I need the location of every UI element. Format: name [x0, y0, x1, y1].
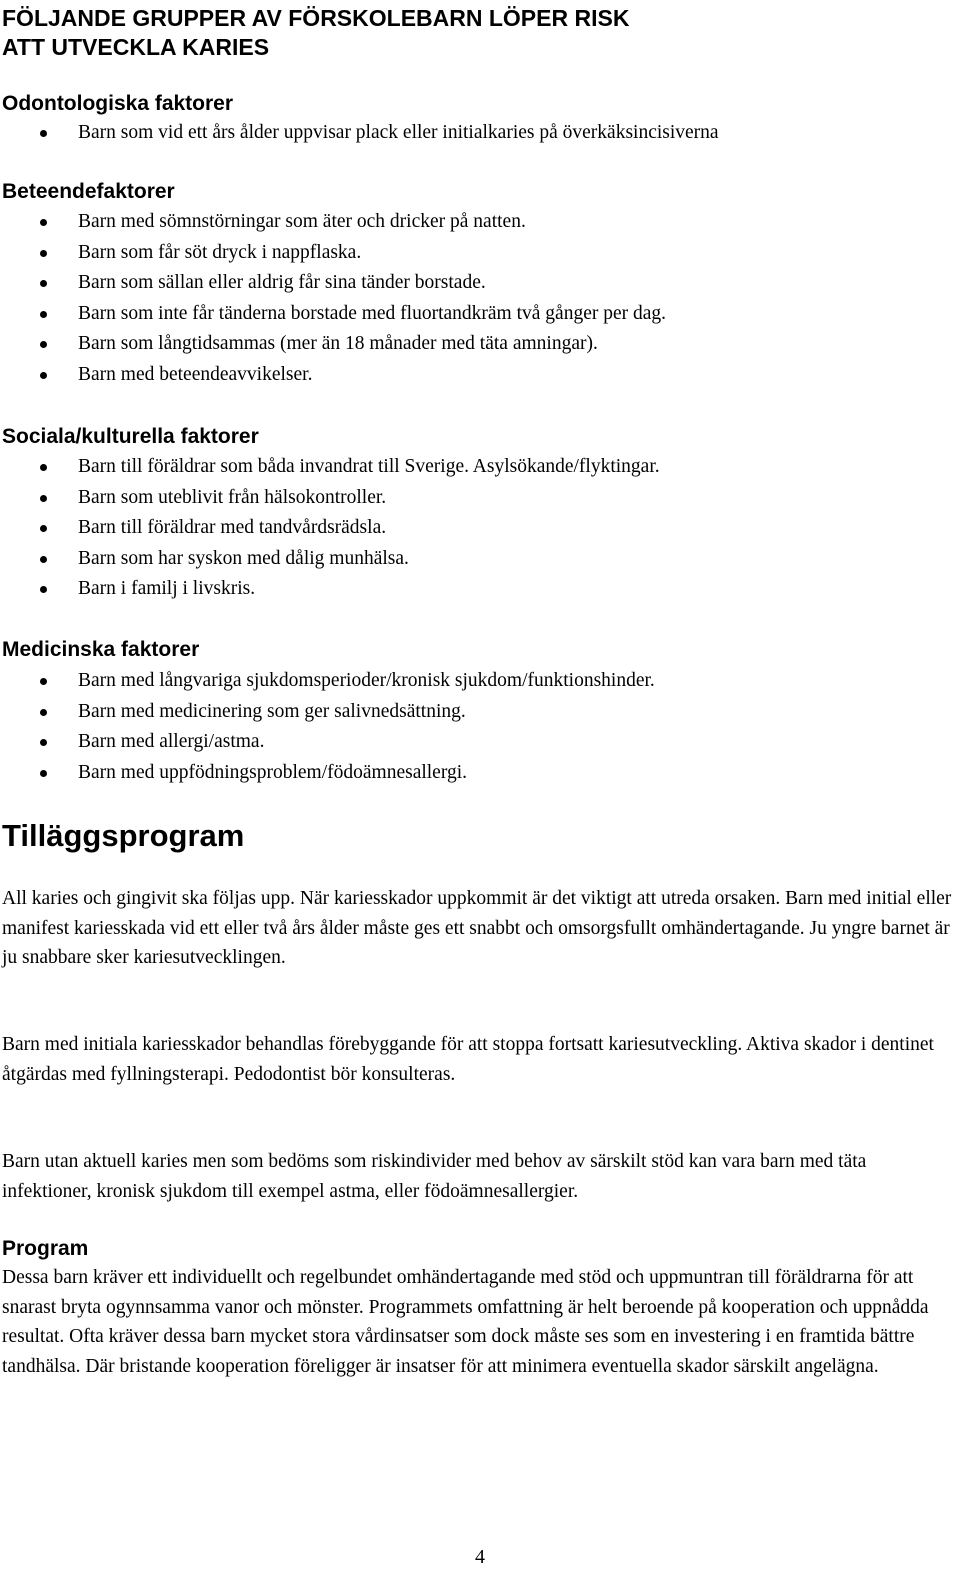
section-heading-odontologiska: Odontologiska faktorer — [2, 92, 234, 115]
paragraph: Dessa barn kräver ett individuellt och regelbundet omhändertagande med stöd och uppmuntran till föräldrarna för att snarast bryta ogynnsamma vanor och mönster. Programmets omfattning är helt beroende på kooperation och uppnådda resultat. Ofta kräver dessa barn mycket stora vårdinsatser som dock måste ses som en investering i en framtida bättre tandhälsa. Där bristande kooperation föreligger är insatser för att minimera eventuella skador särskilt angelägna. — [2, 1267, 929, 1377]
list-item: Barn som inte får tänderna borstade med fluortandkräm två gånger per dag. — [0, 299, 666, 330]
section-heading-tillaggsprogram: Tilläggsprogram — [2, 818, 245, 853]
list-item: Barn med långvariga sjukdomsperioder/kronisk sjukdom/funktionshinder. — [0, 666, 655, 697]
bullet-icon — [40, 130, 47, 137]
list-item: Barn med beteendeavvikelser. — [0, 360, 666, 391]
section-heading-program: Program — [2, 1237, 89, 1260]
bullet-icon — [40, 464, 47, 471]
bullet-icon — [40, 678, 47, 685]
bullet-icon — [40, 556, 47, 563]
section-heading-sociala: Sociala/kulturella faktorer — [2, 425, 259, 448]
list-item: Barn som långtidsammas (mer än 18 månader med täta amningar). — [0, 329, 666, 360]
section-heading-beteende: Beteendefaktorer — [2, 180, 175, 203]
section-heading-medicinska: Medicinska faktorer — [2, 638, 200, 661]
bullet-icon — [40, 586, 47, 593]
bullet-icon — [40, 770, 47, 777]
list-item: Barn med uppfödningsproblem/födoämnesallergi. — [0, 758, 655, 789]
bullet-icon — [40, 219, 47, 226]
list-item: Barn som uteblivit från hälsokontroller. — [0, 483, 660, 514]
bullet-icon — [40, 280, 47, 287]
list-item: Barn som får söt dryck i nappflaska. — [0, 238, 666, 269]
bullet-icon — [40, 525, 47, 532]
list-item: Barn som sällan eller aldrig får sina tänder borstade. — [0, 268, 666, 299]
list-item: Barn i familj i livskris. — [0, 574, 660, 605]
list-item: Barn med medicinering som ger salivnedsättning. — [0, 697, 655, 728]
list-sociala — [0, 452, 660, 605]
bullet-icon — [40, 341, 47, 348]
title-line-2: ATT UTVECKLA KARIES — [2, 34, 270, 60]
bullet-icon — [40, 709, 47, 716]
list-beteende — [0, 207, 666, 390]
title-line-1: FÖLJANDE GRUPPER AV FÖRSKOLEBARN LÖPER RISK — [2, 5, 630, 31]
page-title — [2, 4, 629, 62]
list-item: Barn som vid ett års ålder uppvisar plack eller initialkaries på överkäksincisiverna — [0, 118, 719, 149]
list-item: Barn som har syskon med dålig munhälsa. — [0, 544, 660, 575]
bullet-icon — [40, 311, 47, 318]
list-item: Barn med sömnstörningar som äter och dricker på natten. — [0, 207, 666, 238]
page-number: 4 — [475, 1546, 485, 1568]
bullet-icon — [40, 739, 47, 746]
bullet-icon — [40, 495, 47, 502]
list-item: Barn till föräldrar med tandvårdsrädsla. — [0, 513, 660, 544]
list-odontologiska — [0, 118, 719, 149]
paragraph: All karies och gingivit ska följas upp. När kariesskador uppkommit är det viktigt att utreda orsaken. Barn med initial eller manifest kariesskada vid ett eller två års ålder måste ges ett snabbt och omsorgsfullt omhändertagande. Ju yngre barnet är ju snabbare sker kariesutvecklingen. — [2, 888, 952, 968]
bullet-icon — [40, 250, 47, 257]
list-medicinska — [0, 666, 655, 788]
list-item: Barn till föräldrar som båda invandrat till Sverige. Asylsökande/flyktingar. — [0, 452, 660, 483]
paragraph: Barn utan aktuell karies men som bedöms som riskindivider med behov av särskilt stöd kan vara barn med täta infektioner, kronisk sjukdom till exempel astma, eller födoämnesallergier. — [2, 1151, 867, 1202]
bullet-icon — [40, 372, 47, 379]
list-item: Barn med allergi/astma. — [0, 727, 655, 758]
paragraph: Barn med initiala kariesskador behandlas förebyggande för att stoppa fortsatt kariesutveckling. Aktiva skador i dentinet åtgärdas med fyllningsterapi. Pedodontist bör konsulteras. — [2, 1034, 934, 1085]
